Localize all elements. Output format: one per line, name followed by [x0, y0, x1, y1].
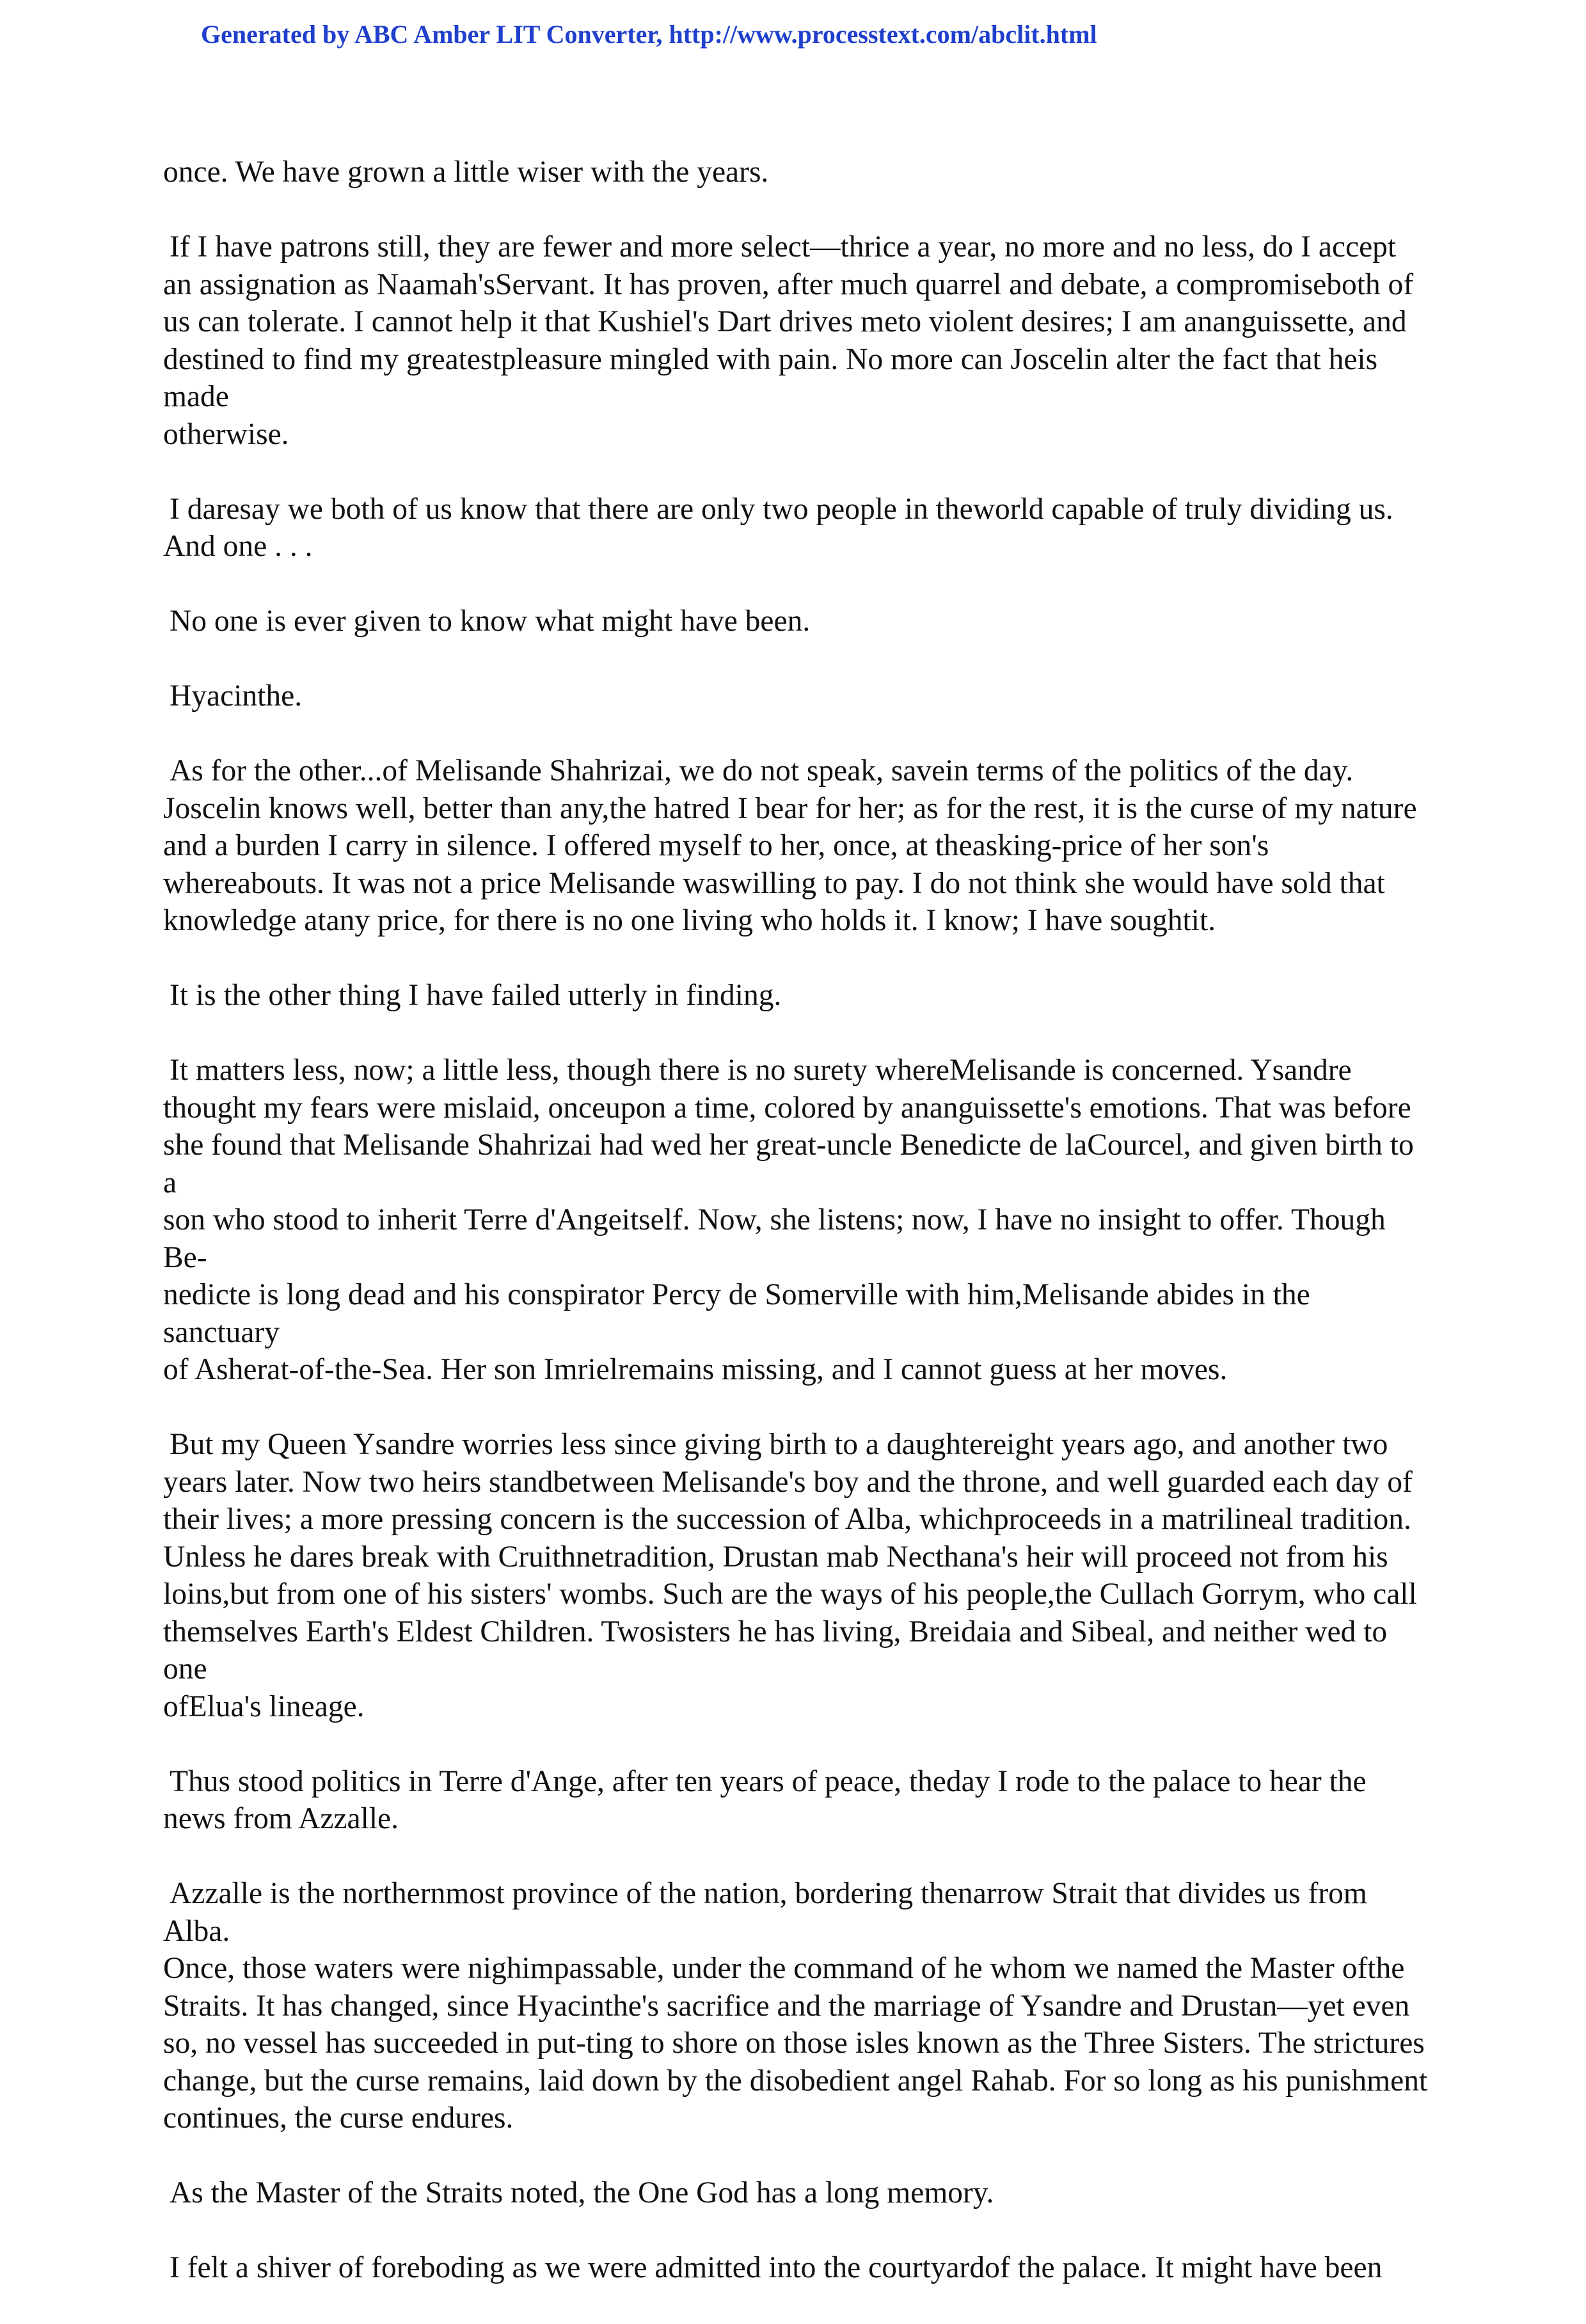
- converter-header-link[interactable]: Generated by ABC Amber LIT Converter, http://www.processtext.com/abclit.html: [201, 20, 1097, 49]
- paragraph: It is the other thing I have failed utterly in finding.: [170, 979, 782, 1012]
- paragraph: I daresay we both of us know that there are only two people in theworld capable of truly dividing us. And one . . .: [163, 492, 1393, 563]
- document-body: [163, 154, 1430, 2324]
- paragraph: As for the other...of Melisande Shahrizai, we do not speak, savein terms of the politics of the day. Joscelin knows well, better than any,the hatred I bear for her; as for the rest, it is the curse of my nature and a burden I carry in silence. I offered myself to her, once, at theasking-price of her son's whereabouts. It was not a price Melisande waswilling to pay. I do not think she would have sold that knowledge atany price, for there is no one living who holds it. I know; I have soughtit.: [163, 754, 1417, 937]
- paragraph: Hyacinthe.: [170, 679, 303, 713]
- paragraph: As the Master of the Straits noted, the One God has a long memory.: [170, 2176, 994, 2209]
- paragraph: I felt a shiver of foreboding as we were admitted into the courtyardof the palace. It might have been: [170, 2251, 1383, 2284]
- paragraph: Thus stood politics in Terre d'Ange, after ten years of peace, theday I rode to the palace to hear the news from Azzalle.: [163, 1764, 1367, 1835]
- paragraph: No one is ever given to know what might have been.: [170, 605, 811, 638]
- paragraph: once. We have grown a little wiser with the years.: [163, 155, 769, 189]
- paragraph: Azzalle is the northernmost province of the nation, bordering thenarrow Strait that divides us from Alba. Once, those waters were nighimpassable, under the command of he whom we named the Master ofthe Straits. It has changed, since Hyacinthe's sacrifice and the marriage of Ysandre and Drustan—yet even so, no vessel has succeeded in put-ting to shore on those isles known as the Three Sisters. The strictures change, but the curse remains, laid down by the disobedient angel Rahab. For so long as his punishment continues, the curse endures.: [163, 1877, 1428, 2135]
- paragraph: But my Queen Ysandre worries less since giving birth to a daughtereight years ago, and another two years later. Now two heirs standbetween Melisande's boy and the throne, and well guarded each day of their lives; a more pressing concern is the succession of Alba, whichproceeds in a matrilineal tradition. Unless he dares break with Cruithnetradition, Drustan mab Necthana's heir will proceed not from his loins,but from one of his sisters' wombs. Such are the ways of his people,the Cullach Gorrym, who call themselves Earth's Eldest Children. Twosisters he has living, Breidaia and Sibeal, and neither wed to one ofElua's lineage.: [163, 1428, 1417, 1723]
- paragraph: It matters less, now; a little less, though there is no surety whereMelisande is concerned. Ysandre thought my fears were mislaid, onceupon a time, colored by ananguissette's emotions. That was before she found that Melisande Shahrizai had wed her great-uncle Benedicte de laCourcel, and given birth to a son who stood to inherit Terre d'Angeitself. Now, she listens; now, I have no insight to offer. Though Be- nedicte is long dead and his conspirator Percy de Somerville with him,Melisande abides in the sanctuary of Asherat-of-the-Sea. Her son Imrielremains missing, and I cannot guess at her moves.: [163, 1054, 1414, 1386]
- paragraph: If I have patrons still, they are fewer and more select—thrice a year, no more and no less, do I accept an assignation as Naamah'sServant. It has proven, after much quarrel and debate, a compromiseboth of us can tolerate. I cannot help it that Kushiel's Dart drives meto violent desires; I am ananguissette, and destined to find my greatestpleasure mingled with pain. No more can Joscelin alter the fact that heis made otherwise.: [163, 230, 1414, 451]
